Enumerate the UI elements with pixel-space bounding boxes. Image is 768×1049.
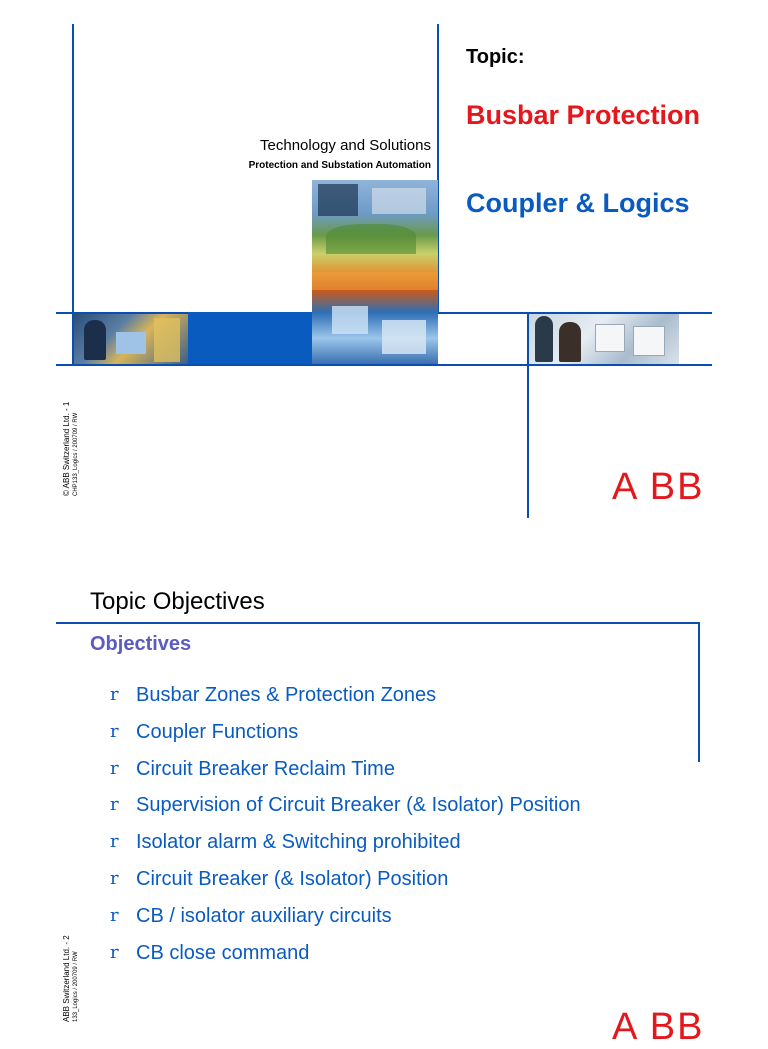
list-item-text: Isolator alarm & Switching prohibited: [136, 831, 461, 854]
title-underline: [56, 622, 700, 624]
section-heading: Objectives: [90, 633, 192, 655]
company-subline: Protection and Substation Automation: [248, 160, 431, 171]
list-item-text: Supervision of Circuit Breaker (& Isolator) Position: [136, 794, 581, 817]
list-item-text: Coupler Functions: [136, 720, 299, 743]
photo-engineers-right: [529, 314, 679, 364]
copyright-block-2: [62, 935, 80, 1022]
list-item-text: Circuit Breaker (& Isolator) Position: [136, 867, 449, 890]
bullet-marker: r: [110, 757, 119, 779]
objectives-list: [110, 684, 581, 978]
list-item: [110, 942, 581, 979]
bullet-marker: r: [110, 720, 119, 742]
list-item: [110, 758, 581, 795]
right-frame-line: [698, 622, 700, 762]
list-item: [110, 831, 581, 868]
list-item: [110, 905, 581, 942]
photo-engineers-left: [74, 314, 188, 364]
company-line: Technology and Solutions: [260, 137, 431, 154]
bullet-marker: r: [110, 904, 119, 926]
bullet-marker: r: [110, 941, 119, 963]
bullet-marker: r: [110, 684, 119, 705]
list-item-text: CB close command: [136, 941, 310, 964]
doc-reference: CHP133_Logics / 200709 / RW: [73, 412, 79, 496]
copyright-text: © ABB Switzerland Ltd. - 1: [62, 401, 71, 496]
list-item-text: Circuit Breaker Reclaim Time: [136, 757, 395, 780]
topic-title-coupler: Coupler & Logics: [466, 188, 690, 218]
list-item-text: Busbar Zones & Protection Zones: [136, 684, 437, 706]
bullet-marker: r: [110, 794, 119, 816]
list-item: [110, 868, 581, 905]
list-item: [110, 721, 581, 758]
abb-logo-partial: A BB: [612, 1006, 705, 1048]
bullet-marker: r: [110, 831, 119, 853]
list-item: [110, 684, 581, 721]
slide-title: Topic Objectives: [90, 588, 265, 615]
copyright-text: ABB Switzerland Ltd. - 2: [62, 935, 71, 1022]
list-item-text: CB / isolator auxiliary circuits: [136, 904, 392, 927]
list-item: [110, 794, 581, 831]
topic-label: Topic:: [466, 46, 525, 68]
blue-band: [188, 312, 312, 364]
bullet-marker: r: [110, 867, 119, 889]
topic-title-busbar: Busbar Protection: [466, 100, 701, 130]
abb-logo: A BB: [612, 466, 705, 508]
doc-reference: 133_Logics / 200709 / RW: [73, 951, 79, 1022]
frame-line-bottom: [56, 364, 712, 366]
copyright-block-1: [62, 402, 80, 496]
photo-collage-center: [312, 180, 438, 364]
